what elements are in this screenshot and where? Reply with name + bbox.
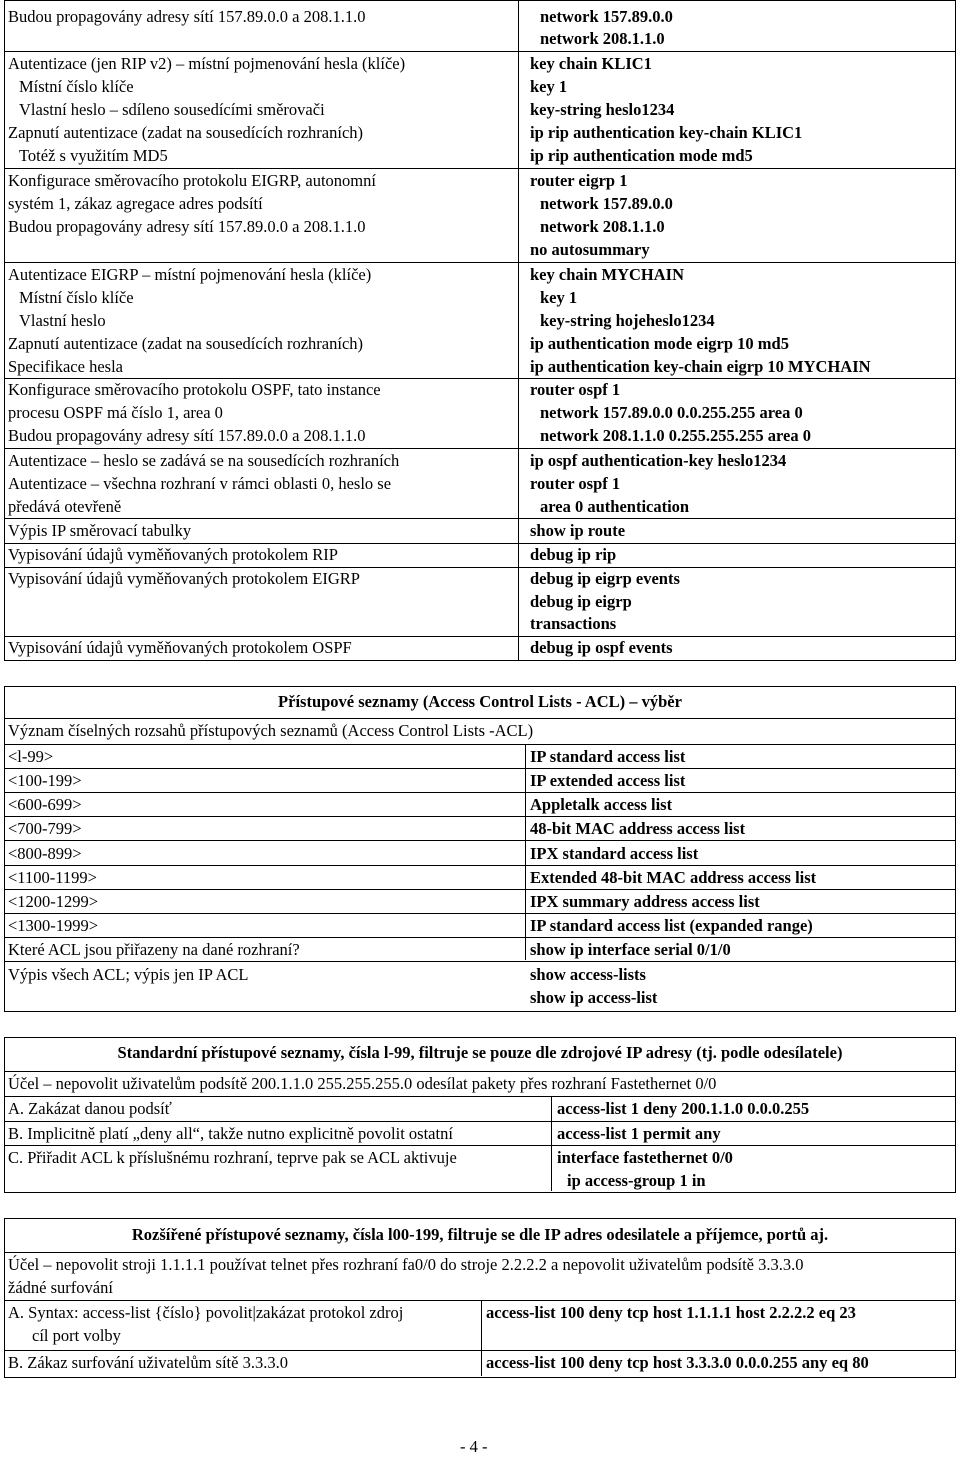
row-label: Vypisování údajů vyměňovaných protokolem RIP [8,545,338,564]
command: debug ip eigrp [530,592,632,611]
step-label: C. Přiřadit ACL k příslušnému rozhraní, teprve pak se ACL aktivuje [8,1148,457,1167]
row-label: Budou propagovány adresy sítí 157.89.0.0 a 208.1.1.0 [8,7,366,26]
command: network 208.1.1.0 0.255.255.255 area 0 [540,426,812,445]
row-label: Totéž s využitím MD5 [19,146,168,165]
acl-type: IP standard access list [530,747,686,766]
acl-range: <1100-1199> [8,868,97,887]
command: debug ip eigrp events [530,569,680,588]
command: interface fastethernet 0/0 [557,1148,733,1167]
command: ip access-group 1 in [567,1171,706,1190]
row-label: Autentizace (jen RIP v2) – místní pojmenování hesla (klíče) [8,54,406,73]
row-label: Vypisování údajů vyměňovaných protokolem OSPF [8,638,352,657]
command: access-list 100 deny tcp host 3.3.3.0 0.0.0.255 any eq 80 [486,1353,869,1372]
row-label: procesu OSPF má číslo 1, area 0 [8,403,223,422]
command: network 157.89.0.0 [540,194,673,213]
row-label: Konfigurace směrovacího protokolu OSPF, tato instance [8,380,381,399]
command: key-string heslo1234 [530,100,675,119]
command: key chain KLIC1 [530,54,652,73]
acl-range: <700-799> [8,819,82,838]
acl-question: Které ACL jsou přiřazeny na dané rozhraní? [8,940,300,959]
command: key-string hojeheslo1234 [540,311,715,330]
command: ip rip authentication mode md5 [530,146,753,165]
row-label: Vlastní heslo – sdíleno sousedícími směrovači [19,100,325,119]
section-intro: Význam číselných rozsahů přístupových seznamů (Access Control Lists -ACL) [8,721,534,740]
command: network 157.89.0.0 [540,7,673,26]
command: key 1 [530,77,568,96]
section-purpose: Účel – nepovolit uživatelům podsítě 200.1.1.0 255.255.255.0 odesílat pakety přes rozhraní Fastethernet 0/0 [8,1074,717,1093]
section-title: Rozšířené přístupové seznamy, čísla l00-199, filtruje se dle IP adres odesilatele a příjemce, portů aj. [131,1225,829,1244]
acl-range: <1300-1999> [8,916,99,935]
row-label: Zapnutí autentizace (zadat na sousedících rozhraních) [8,123,364,142]
acl-range: <1200-1299> [8,892,99,911]
acl-range: <800-899> [8,844,82,863]
command: show ip access-list [530,988,658,1007]
acl-range: <600-699> [8,795,82,814]
command: ip ospf authentication-key heslo1234 [530,451,787,470]
acl-question: Výpis všech ACL; výpis jen IP ACL [8,965,249,984]
command: router ospf 1 [530,474,621,493]
section-purpose: žádné surfování [8,1278,113,1297]
section-title: Standardní přístupové seznamy, čísla l-99, filtruje se pouze dle zdrojové IP adresy (tj. podle odesílatele) [117,1043,843,1062]
row-label: Vlastní heslo [19,311,106,330]
command: no autosummary [530,240,650,259]
row-label: Místní číslo klíče [19,77,134,96]
command: show ip interface serial 0/1/0 [530,940,731,959]
row-label: Vypisování údajů vyměňovaných protokolem EIGRP [8,569,360,588]
row-label: Specifikace hesla [8,357,123,376]
command: network 208.1.1.0 [540,217,665,236]
command: access-list 1 permit any [557,1124,721,1143]
command: network 208.1.1.0 [540,29,665,48]
row-label: Autentizace – heslo se zadává se na sousedících rozhraních [8,451,400,470]
acl-type: IPX standard access list [530,844,699,863]
step-label: B. Implicitně platí „deny all“, takže nutno explicitně povolit ostatní [8,1124,453,1143]
command: access-list 1 deny 200.1.1.0 0.0.0.255 [557,1099,810,1118]
acl-type: Extended 48-bit MAC address access list [530,868,817,887]
command: ip rip authentication key-chain KLIC1 [530,123,803,142]
step-label: A. Syntax: access-list {číslo} povolit|zakázat protokol zdroj [8,1303,404,1322]
command: show access-lists [530,965,646,984]
acl-type: IP standard access list (expanded range) [530,916,813,935]
acl-type: IPX summary address access list [530,892,760,911]
command: transactions [530,614,617,633]
row-label: Autentizace – všechna rozhraní v rámci oblasti 0, heslo se [8,474,392,493]
step-label: A. Zakázat danou podsíť [8,1099,172,1118]
acl-type: Appletalk access list [530,795,673,814]
acl-type: IP extended access list [530,771,686,790]
command: show ip route [530,521,626,540]
row-label: Místní číslo klíče [19,288,134,307]
command: router eigrp 1 [530,171,628,190]
command: key chain MYCHAIN [530,265,685,284]
section-purpose: Účel – nepovolit stroji 1.1.1.1 používat telnet přes rozhraní fa0/0 do stroje 2.2.2.2 a nepovolit uživatelům podsítě 3.3.3.0 [8,1255,804,1274]
command: ip authentication key-chain eigrp 10 MYCHAIN [530,357,871,376]
row-label: Budou propagovány adresy sítí 157.89.0.0 a 208.1.1.0 [8,426,366,445]
section-title: Přístupové seznamy (Access Control Lists - ACL) – výběr [278,692,682,711]
row-label: Budou propagovány adresy sítí 157.89.0.0 a 208.1.1.0 [8,217,366,236]
command: debug ip rip [530,545,617,564]
command: access-list 100 deny tcp host 1.1.1.1 host 2.2.2.2 eq 23 [486,1303,856,1322]
step-label: cíl port volby [32,1326,121,1345]
row-label: Autentizace EIGRP – místní pojmenování hesla (klíče) [8,265,372,284]
command: key 1 [540,288,578,307]
acl-type: 48-bit MAC address access list [530,819,746,838]
page-number: - 4 - [460,1437,488,1456]
row-label: systém 1, zákaz agregace adres podsítí [8,194,263,213]
command: area 0 authentication [540,497,690,516]
acl-range: <100-199> [8,771,82,790]
row-label: Výpis IP směrovací tabulky [8,521,192,540]
acl-range: <l-99> [8,747,54,766]
command: debug ip ospf events [530,638,673,657]
row-label: Zapnutí autentizace (zadat na sousedících rozhraních) [8,334,364,353]
command: router ospf 1 [530,380,621,399]
row-label: Konfigurace směrovacího protokolu EIGRP, autonomní [8,171,376,190]
command: ip authentication mode eigrp 10 md5 [530,334,789,353]
row-label: předává otevřeně [8,497,122,516]
step-label: B. Zákaz surfování uživatelům sítě 3.3.3.0 [8,1353,288,1372]
command: network 157.89.0.0 0.0.255.255 area 0 [540,403,803,422]
